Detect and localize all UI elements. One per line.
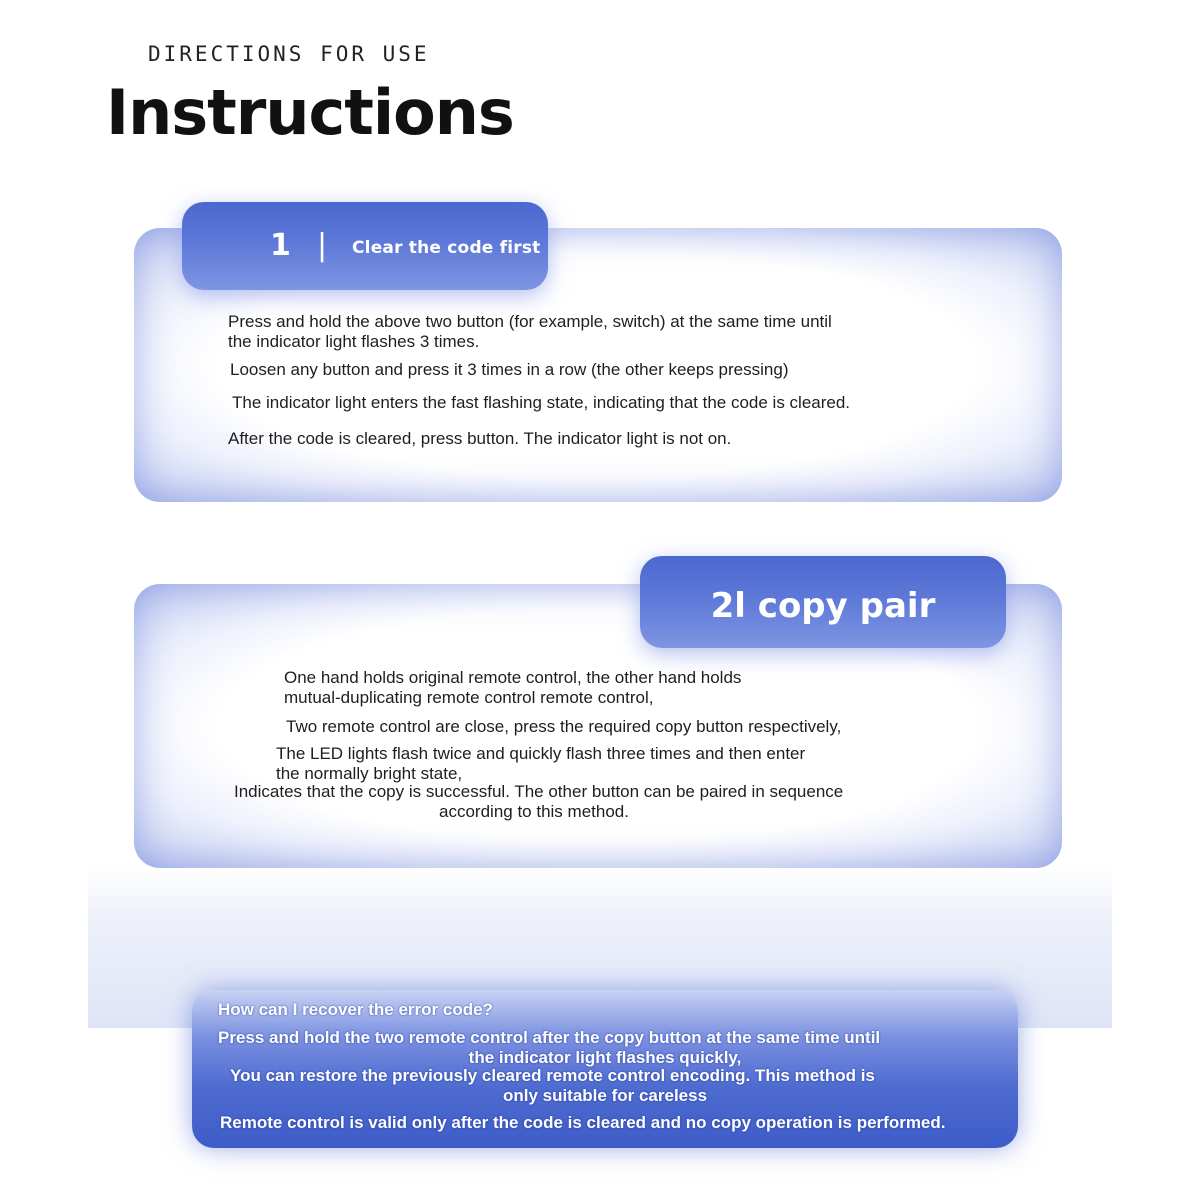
eyebrow-label: DIRECTIONS FOR USE <box>148 42 430 66</box>
step-1-line: the indicator light flashes 3 times. <box>228 332 480 351</box>
recovery-question: How can I recover the error code? <box>218 1000 493 1019</box>
recovery-line: the indicator light flashes quickly, <box>468 1048 742 1067</box>
step-1-line: Loosen any button and press it 3 times in a row (the other keeps pressing) <box>230 360 789 379</box>
step-2-line: according to this method. <box>439 802 629 821</box>
step-2-line: Two remote control are close, press the required copy button respectively, <box>286 717 842 736</box>
step-2-line: One hand holds original remote control, the other hand holds <box>284 668 742 687</box>
step-2-line: mutual-duplicating remote control remote control, <box>284 688 654 707</box>
step-2-title: 2l copy pair <box>710 586 936 626</box>
step-1-line: The indicator light enters the fast flashing state, indicating that the code is cleared. <box>232 393 851 412</box>
step-2-line: Indicates that the copy is successful. The other button can be paired in sequence <box>234 782 844 801</box>
step-1-number: 1 <box>270 228 291 263</box>
step-1-tab <box>182 202 548 290</box>
step-1-title: Clear the code first <box>352 238 541 258</box>
step-1-separator: | <box>317 228 328 263</box>
step-2-line: the normally bright state, <box>276 764 463 783</box>
recovery-line: You can restore the previously cleared remote control encoding. This method is <box>230 1066 875 1085</box>
recovery-line: Press and hold the two remote control after the copy button at the same time until <box>218 1028 881 1047</box>
recovery-line: Remote control is valid only after the code is cleared and no copy operation is performed. <box>220 1113 946 1132</box>
step-2-tab <box>640 556 1006 648</box>
step-2-line: The LED lights flash twice and quickly flash three times and then enter <box>276 744 806 763</box>
page-title: Instructions <box>106 76 514 149</box>
step-1-line: Press and hold the above two button (for example, switch) at the same time until <box>228 312 832 331</box>
step-1-line: After the code is cleared, press button. The indicator light is not on. <box>228 429 732 448</box>
recovery-line: only suitable for careless <box>502 1086 708 1105</box>
